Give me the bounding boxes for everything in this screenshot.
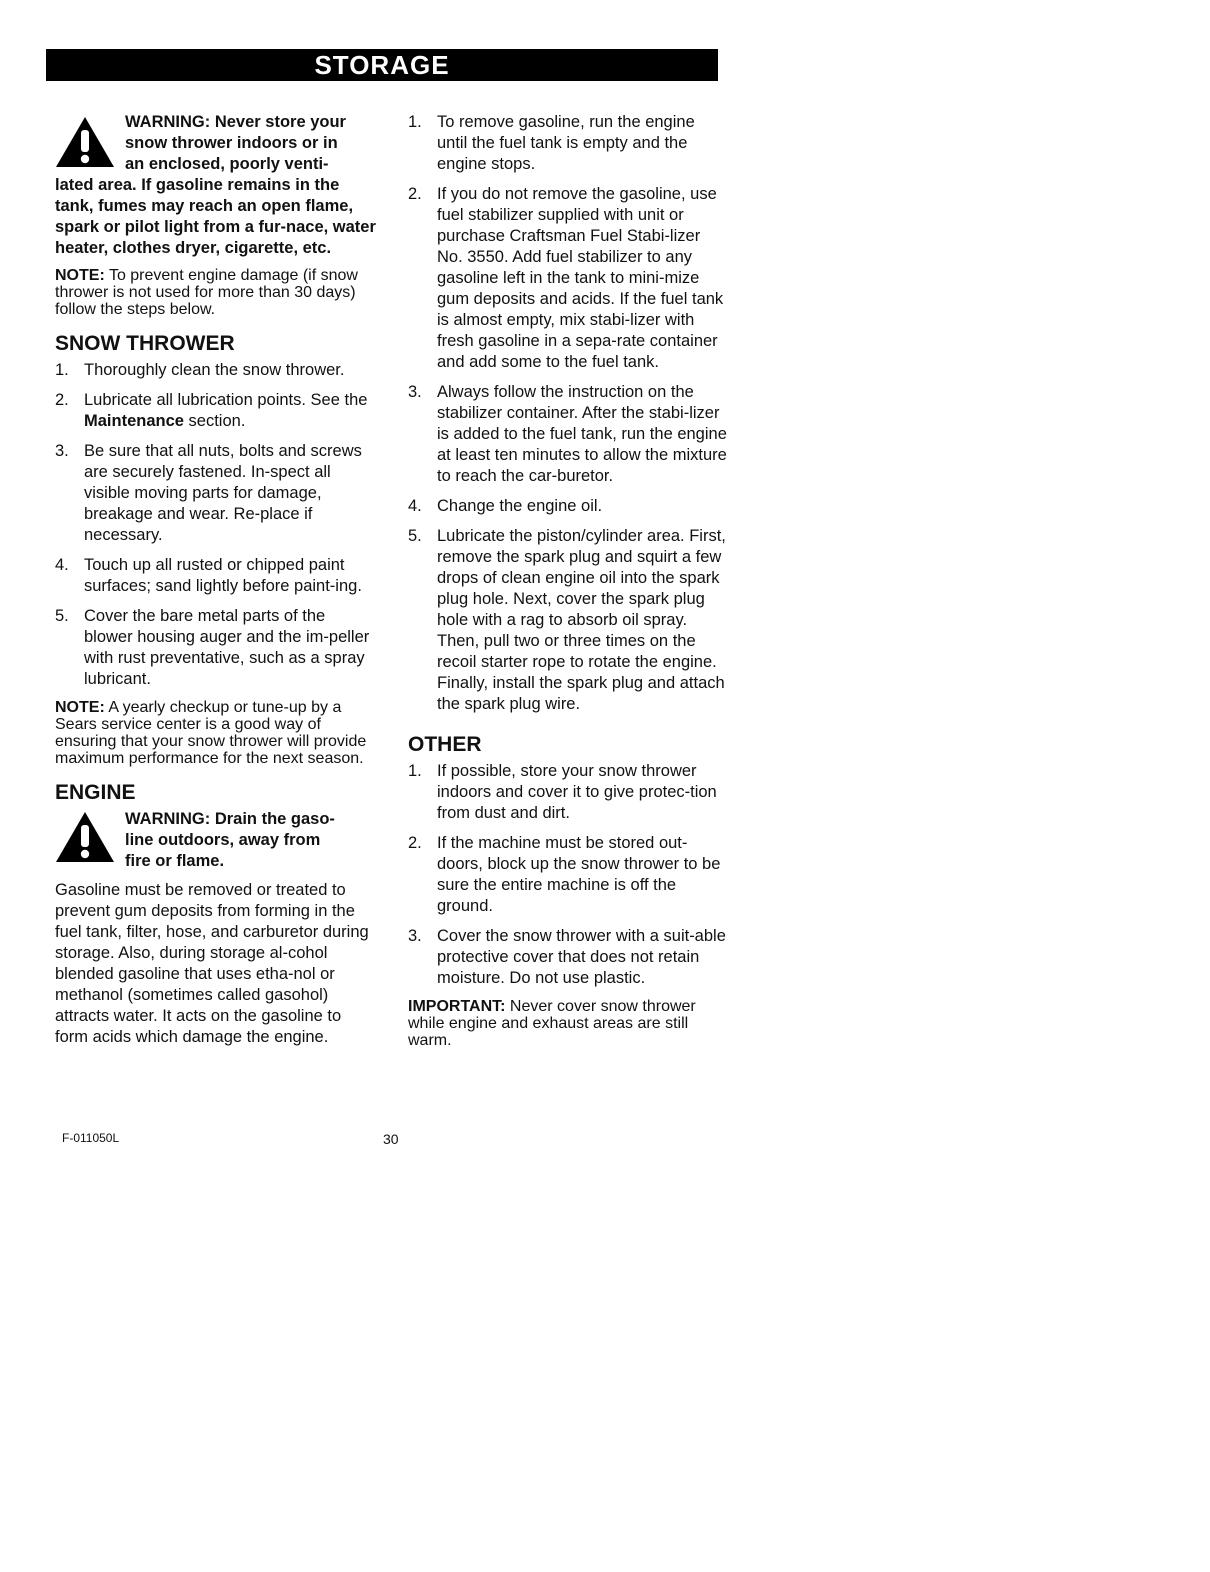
important-text: Never cover snow thrower while engine and exhaust areas are still warm. (408, 998, 696, 1049)
item-text: Lubricate all lubrication points. See the (84, 391, 368, 409)
list-item (55, 360, 377, 381)
warning-line: WARNING: Never store your (125, 113, 346, 131)
important-note (408, 998, 728, 1049)
item-number: 1. (408, 113, 422, 131)
warning-line: WARNING: Drain the gaso- (125, 810, 335, 828)
heading-snow-thrower: SNOW THROWER (55, 332, 235, 355)
page-number: 30 (383, 1131, 399, 1147)
item-number: 3. (408, 383, 422, 401)
list-item (55, 441, 377, 546)
item-text: Thoroughly clean the snow thrower. (84, 361, 345, 379)
item-number: 2. (408, 185, 422, 203)
warning-storage (55, 112, 377, 259)
list-item (55, 606, 377, 690)
warning-text: lated area. If gasoline remains in the tank, fumes may reach an open flame, spark or pilot light from a fur-nace, water heater, clothes dryer, cigarette, etc. (55, 176, 376, 257)
list-item (55, 555, 377, 597)
list-item (408, 833, 728, 917)
list-item (408, 496, 728, 517)
list-item (55, 390, 377, 432)
item-number: 2. (408, 834, 422, 852)
warning-line: fire or flame. (125, 852, 225, 870)
left-column (55, 112, 377, 1048)
item-number: 1. (408, 762, 422, 780)
warning-triangle-icon (55, 116, 115, 168)
document-code: F-011050L (62, 1131, 120, 1145)
heading-other: OTHER (408, 733, 482, 756)
item-number: 5. (408, 527, 422, 545)
item-text: Cover the snow thrower with a suit-able protective cover that does not retain moisture. Do not use plastic. (437, 927, 726, 987)
item-number: 3. (55, 442, 69, 460)
right-column (408, 112, 728, 1063)
item-text: If possible, store your snow thrower indoors and cover it to give protec-tion from dust and dirt. (437, 762, 717, 822)
engine-paragraph: Gasoline must be removed or treated to prevent gum deposits from forming in the fuel tank, filter, hose, and carburetor during storage. Also, during storage al-cohol blended gasoline that uses etha-nol or methanol (sometimes called gasohol) attracts water. It acts on the gasoline to form acids which damage the engine. (55, 881, 369, 1046)
list-item (408, 382, 728, 487)
item-text: section. (183, 412, 246, 430)
important-label: IMPORTANT: (408, 998, 506, 1015)
list-item (408, 112, 728, 175)
warning-triangle-icon (55, 811, 115, 863)
list-item (408, 184, 728, 373)
list-item (408, 926, 728, 989)
item-number: 1. (55, 361, 69, 379)
item-text: If you do not remove the gasoline, use fuel stabilizer supplied with unit or purchase Craftsman Fuel Stabi-lizer No. 3550. Add fuel stabilizer to any gasoline left in the tank to mini-mize gum deposits and acids. If the fuel tank is almost empty, mix stabi-lizer with fresh gasoline in a sepa-rate container and add some to the fuel tank. (437, 185, 724, 371)
warning-drain-gasoline (55, 809, 377, 872)
other-steps (408, 761, 728, 989)
item-number: 3. (408, 927, 422, 945)
engine-steps (408, 112, 728, 715)
item-text: To remove gasoline, run the engine until the fuel tank is empty and the engine stops. (437, 113, 695, 173)
item-text: Cover the bare metal parts of the blower housing auger and the im-peller with rust preventative, such as a spray lubricant. (84, 607, 370, 688)
note-engine-damage (55, 267, 377, 318)
snow-thrower-steps (55, 360, 377, 690)
note-text: To prevent engine damage (if snow thrower is not used for more than 30 days) follow the steps below. (55, 267, 358, 318)
list-item (408, 526, 728, 715)
item-text: Change the engine oil. (437, 497, 603, 515)
note-text: A yearly checkup or tune-up by a Sears service center is a good way of ensuring that your snow thrower will provide maximum performance for the next season. (55, 699, 367, 767)
item-text: Always follow the instruction on the stabilizer container. After the stabi-lizer is added to the fuel tank, run the engine at least ten minutes to allow the mixture to reach the car-buretor. (437, 383, 727, 485)
list-item (408, 761, 728, 824)
page-banner: STORAGE (46, 49, 718, 81)
item-text: Be sure that all nuts, bolts and screws are securely fastened. In-spect all visible moving parts for damage, breakage and wear. Re-place if necessary. (84, 442, 362, 544)
item-text: Touch up all rusted or chipped paint surfaces; sand lightly before paint-ing. (84, 556, 362, 595)
item-text: Lubricate the piston/cylinder area. First, remove the spark plug and squirt a few drops of clean engine oil into the spark plug hole. Next, cover the spark plug hole with a rag to absorb oil spray. Then, pull two or three times on the recoil starter rope to rotate the engine. Finally, install the spark plug and attach the spark plug wire. (437, 527, 726, 713)
note-label: NOTE: (55, 267, 105, 284)
heading-engine: ENGINE (55, 781, 136, 804)
item-number: 2. (55, 391, 69, 409)
note-yearly-checkup (55, 699, 377, 767)
item-number: 5. (55, 607, 69, 625)
warning-line: line outdoors, away from (125, 831, 321, 849)
warning-line: snow thrower indoors or in (125, 134, 338, 152)
item-bold-text: Maintenance (84, 412, 184, 430)
item-text: If the machine must be stored out-doors, block up the snow thrower to be sure the entire machine is off the ground. (437, 834, 721, 915)
item-number: 4. (55, 556, 69, 574)
warning-line: an enclosed, poorly venti- (125, 155, 329, 173)
note-label: NOTE: (55, 699, 105, 716)
item-number: 4. (408, 497, 422, 515)
